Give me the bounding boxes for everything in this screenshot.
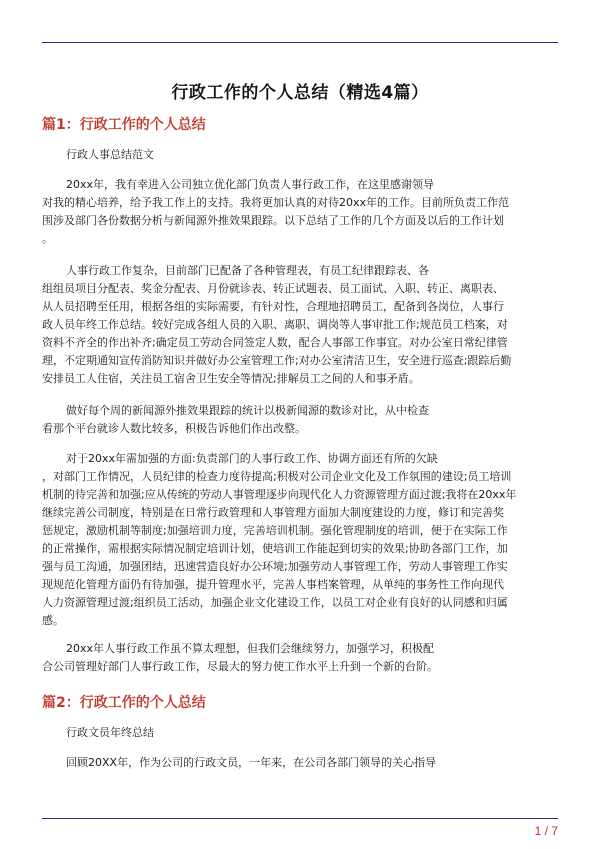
subtitle-text: 行政文员年终总结 — [66, 726, 154, 739]
paragraph-line: 对我的精心培养，给予我工作上的支持。我将更加认真的对待20xx年的工作。目前所负责工作范 — [42, 196, 510, 209]
paragraph-1 — [42, 176, 558, 248]
paragraph-3 — [42, 402, 558, 438]
paragraph-line: 回顾20XX年，作为公司的行政文员，一年来，在公司各部门领导的关心指导 — [66, 756, 437, 769]
paragraph-line: 组组员项目分配表、奖金分配表、月份就诊表、转正试题表、员工面试、入职、转正、离职表、 — [42, 282, 504, 295]
paragraph-line: 20xx年，我有幸进入公司独立优化部门负责人事行政工作，在这里感谢领导 — [66, 178, 435, 191]
paragraph-line: 机制的待完善和加强;应从传统的劳动人事管理逐步向现代化人力资源管理方面过渡;我将在20xx年 — [42, 488, 517, 501]
paragraph-line: 围涉及部门各份数据分析与新闻源外推效果跟踪。以下总结了工作的几个方面及以后的工作计划 — [42, 214, 504, 227]
section-1-subtitle — [42, 146, 582, 164]
paragraph-line: 感。 — [42, 614, 64, 627]
paragraph-2 — [42, 262, 558, 388]
paragraph-line: 惩规定，激励机制等制度;加强培训力度，完善培训机制。强化管理制度的培训，便于在实际工作 — [42, 524, 508, 537]
paragraph-line: 资料不齐全的作出补齐;确定员工劳动合同签定人数，配合人事部工作事宜。对办公室日常纪律管 — [42, 336, 508, 349]
paragraph-line: 看那个平台就诊人数比较多，积极告诉他们作出改整。 — [42, 422, 306, 435]
paragraph-line: 现规范化管理方面仍有待加强，提升管理水平，完善人事档案管理，从单纯的事务性工作向现代 — [42, 578, 504, 591]
paragraph-line: 20xx年人事行政工作虽不算太理想，但我们会继续努力，加强学习，积极配 — [66, 642, 435, 655]
paragraph-line: ，对部门工作情况，人员纪律的检查力度待提高;积极对公司企业文化及工作氛围的建设;员工培训 — [42, 470, 512, 483]
subtitle-text: 行政人事总结范文 — [66, 148, 154, 161]
paragraph-line: 做好每个周的新闻源外推效果跟踪的统计以极新闻源的数诊对比，从中检查 — [66, 404, 429, 417]
paragraph-line: 的正常操作，需根据实际情况制定培训计划，使培训工作能起到切实的效果;协助各部门工作，加 — [42, 542, 508, 555]
paragraph-line: 。 — [42, 232, 53, 245]
paragraph-line: 政人员年终工作总结。较好完成各组人员的入职、离职、调岗等人事审批工作;规范员工档案，对 — [42, 318, 508, 331]
paragraph-line: 人事行政工作复杂，目前部门已配备了各种管理表，有员工纪律跟踪表、各 — [66, 264, 429, 277]
section-2-subtitle — [42, 724, 582, 742]
section-1-heading: 篇1：行政工作的个人总结 — [42, 117, 206, 133]
paragraph-6 — [42, 754, 558, 772]
paragraph-line: 理，不定期通知宣传消防知识并做好办公室管理工作;对办公室清洁卫生，安全进行巡查;跟踪后勤 — [42, 354, 512, 367]
paragraph-line: 继续完善公司制度，特别是在日常行政管理和人事管理方面加大制度建设的力度，修订和完善奖 — [42, 506, 504, 519]
paragraph-line: 从人员招聘至任用，根据各组的实际需要，有针对性，合理地招聘员工，配备到各岗位，人事行 — [42, 300, 504, 313]
paragraph-4 — [42, 450, 558, 630]
header-rule — [42, 42, 558, 43]
paragraph-line: 合公司管理好部门人事行政工作，尽最大的努力使工作水平上升到一个新的台阶。 — [42, 660, 438, 673]
paragraph-line: 对于20xx年需加强的方面:负责部门的人事行政工作、协调方面还有所的欠缺 — [66, 452, 438, 465]
page-number: 1 / 7 — [534, 824, 558, 838]
paragraph-line: 强与员工沟通，加强团结，迅速营造良好办公环境;加强劳动人事管理工作，劳动人事管理工作实 — [42, 560, 508, 573]
paragraph-line: 人力资源管理过渡;组织员工活动，加强企业文化建设工作，以员工对企业有良好的认同感和归属 — [42, 596, 508, 609]
document-title: 行政工作的个人总结（精选4篇） — [171, 83, 429, 103]
paragraph-5 — [42, 640, 558, 676]
paragraph-line: 安排员工人住宿，关注员工宿舍卫生安全等情况;排解员工之间的人和事矛盾。 — [42, 372, 420, 385]
section-2-heading: 篇2：行政工作的个人总结 — [42, 695, 206, 711]
footer-rule — [42, 818, 558, 819]
